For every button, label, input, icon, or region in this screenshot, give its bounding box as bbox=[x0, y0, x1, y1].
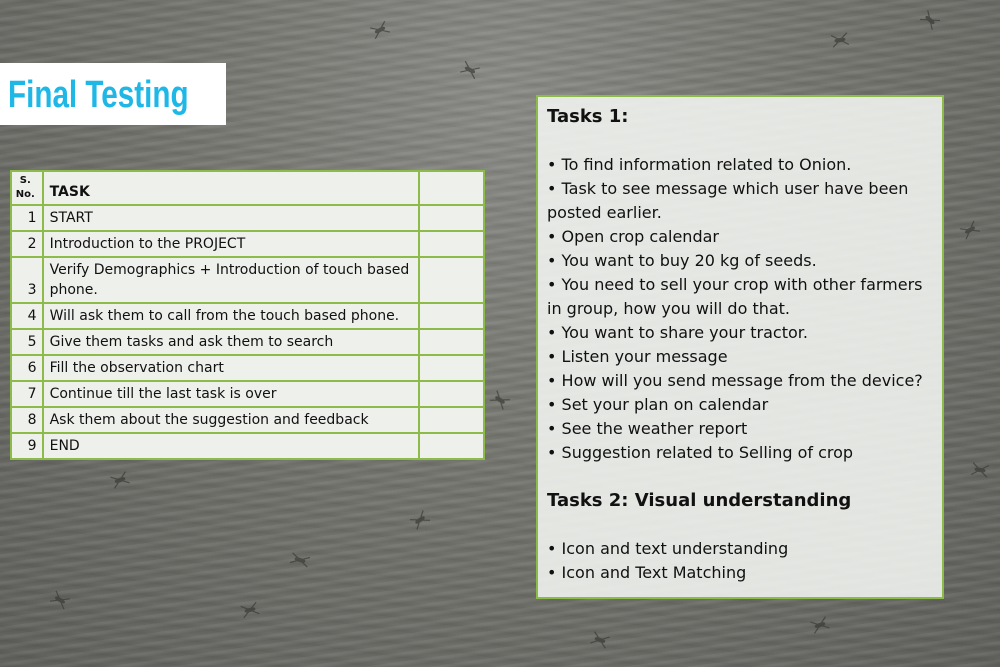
row-task: Ask them about the suggestion and feedback bbox=[43, 407, 419, 433]
list-item: • How will you send message from the device? bbox=[547, 369, 934, 393]
table-row bbox=[11, 257, 484, 303]
table-row bbox=[11, 407, 484, 433]
row-task: START bbox=[43, 205, 419, 231]
list-item: • You need to sell your crop with other farmers in group, how you will do that. bbox=[547, 273, 934, 321]
tasks2-heading: Tasks 2: Visual understanding bbox=[547, 490, 852, 511]
list-item: • Set your plan on calendar bbox=[547, 393, 934, 417]
table-row bbox=[11, 381, 484, 407]
row-extra bbox=[419, 407, 484, 433]
header-serial-no: S. No. bbox=[11, 171, 43, 205]
row-task: END bbox=[43, 433, 419, 459]
row-task: Will ask them to call from the touch based phone. bbox=[43, 303, 419, 329]
header-task: TASK bbox=[43, 171, 419, 205]
row-extra bbox=[419, 231, 484, 257]
slide-title: Final Testing bbox=[8, 74, 189, 116]
table-header-row bbox=[11, 171, 484, 205]
row-task: Verify Demographics + Introduction of touch based phone. bbox=[43, 257, 419, 303]
list-item: • Icon and Text Matching bbox=[547, 561, 934, 585]
slide-title-box bbox=[0, 63, 226, 125]
row-number: 4 bbox=[11, 303, 43, 329]
header-extra bbox=[419, 171, 484, 205]
list-item: • To find information related to Onion. bbox=[547, 153, 934, 177]
row-number: 5 bbox=[11, 329, 43, 355]
list-item: • You want to buy 20 kg of seeds. bbox=[547, 249, 934, 273]
row-task: Give them tasks and ask them to search bbox=[43, 329, 419, 355]
row-extra bbox=[419, 381, 484, 407]
row-task: Continue till the last task is over bbox=[43, 381, 419, 407]
row-number: 7 bbox=[11, 381, 43, 407]
table-row bbox=[11, 433, 484, 459]
row-number: 3 bbox=[11, 257, 43, 303]
list-item: • Task to see message which user have been posted earlier. bbox=[547, 177, 934, 225]
list-item: • Icon and text understanding bbox=[547, 537, 934, 561]
spacer bbox=[547, 465, 934, 489]
row-extra bbox=[419, 433, 484, 459]
spacer bbox=[547, 513, 934, 537]
row-number: 2 bbox=[11, 231, 43, 257]
table-row bbox=[11, 355, 484, 381]
row-number: 6 bbox=[11, 355, 43, 381]
row-number: 9 bbox=[11, 433, 43, 459]
row-number: 1 bbox=[11, 205, 43, 231]
row-extra bbox=[419, 303, 484, 329]
row-task: Introduction to the PROJECT bbox=[43, 231, 419, 257]
row-extra bbox=[419, 355, 484, 381]
spacer bbox=[547, 129, 934, 153]
list-item: • Listen your message bbox=[547, 345, 934, 369]
tasks1-list bbox=[547, 153, 934, 465]
row-task: Fill the observation chart bbox=[43, 355, 419, 381]
list-item: • See the weather report bbox=[547, 417, 934, 441]
table-row bbox=[11, 329, 484, 355]
list-item: • You want to share your tractor. bbox=[547, 321, 934, 345]
row-extra bbox=[419, 329, 484, 355]
row-extra bbox=[419, 205, 484, 231]
row-extra bbox=[419, 257, 484, 303]
row-number: 8 bbox=[11, 407, 43, 433]
tasks2-list bbox=[547, 537, 934, 585]
table-row bbox=[11, 303, 484, 329]
tasks-panel bbox=[536, 95, 944, 599]
table-row bbox=[11, 231, 484, 257]
tasks1-heading: Tasks 1: bbox=[547, 106, 629, 127]
task-table bbox=[10, 170, 485, 460]
table-row bbox=[11, 205, 484, 231]
list-item: • Open crop calendar bbox=[547, 225, 934, 249]
list-item: • Suggestion related to Selling of crop bbox=[547, 441, 934, 465]
